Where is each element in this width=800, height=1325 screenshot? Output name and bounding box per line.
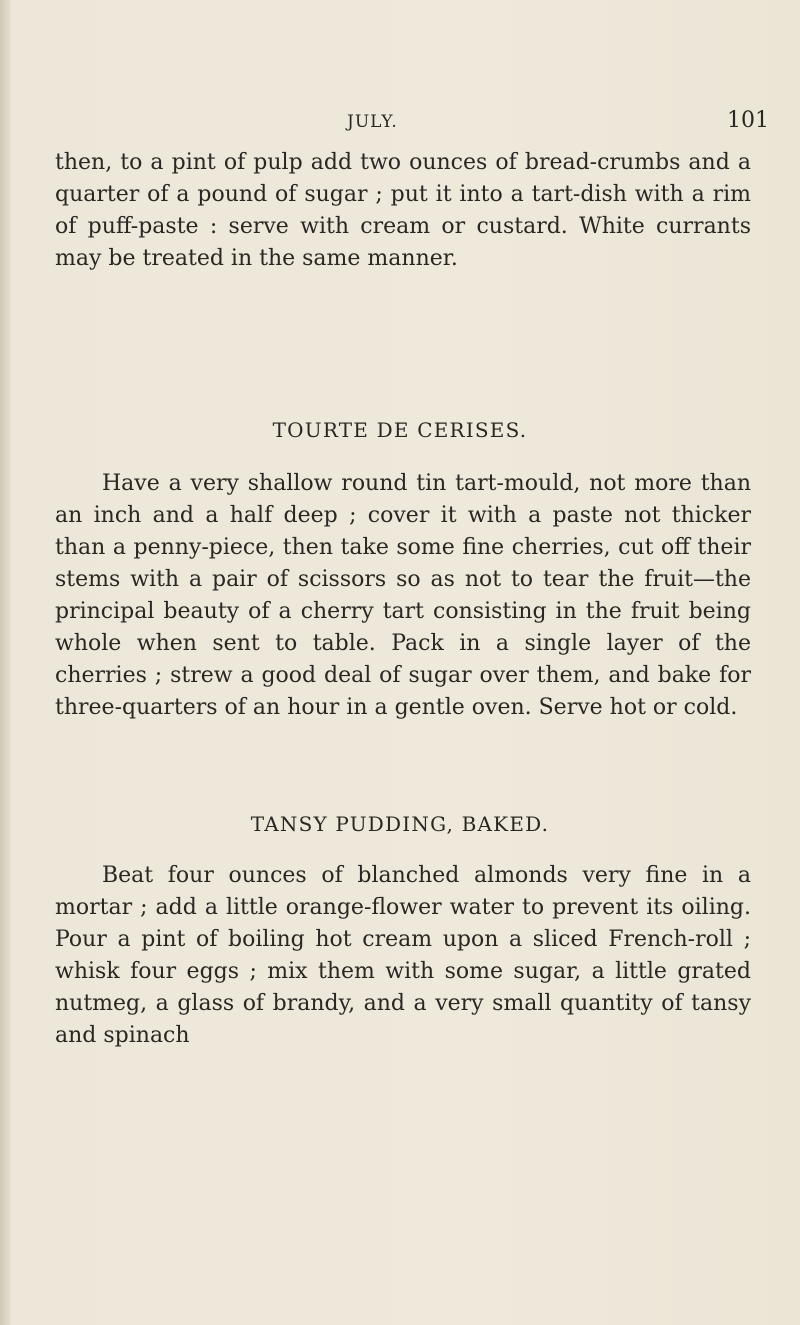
paragraph-tourte-de-cerises: Have a very shallow round tin tart-mould, not more than an inch and a half deep ; cover it with a paste not thicker than a penny-piece, then take some fine cherries, cut off their stems with a pair of scissors so as not to tear the fruit—the principal beauty of a cherry tart consisting in the fruit being whole when sent to table. Pack in a single layer of the cherries ; strew a good deal of sugar over them, and bake for three-quarters of an hour in a gentle oven. Serve hot or cold. (55, 471, 751, 720)
recipe-heading-tourte-de-cerises: TOURTE DE CERISES. (272, 418, 528, 442)
paragraph-continuation: then, to a pint of pulp add two ounces of bread-crumbs and a quarter of a pound of sugar ; put it into a tart-dish with a rim of puff-paste : serve with cream or custard. White currants may be treated in the same manner. (55, 150, 751, 271)
paragraph-tansy-pudding: Beat four ounces of blanched almonds very fine in a mortar ; add a little orange-flower water to prevent its oiling. Pour a pint of boiling hot cream upon a sliced French-roll ; whisk four eggs ; mix them with some sugar, a little grated nutmeg, a glass of brandy, and a very small quantity of tansy and spinach (55, 863, 751, 1048)
page-header (0, 108, 800, 142)
page-number: 101 (727, 108, 769, 133)
page-gutter (0, 0, 10, 1325)
recipe-heading-tansy-pudding: TANSY PUDDING, BAKED. (250, 812, 550, 836)
running-head: JULY. (347, 112, 398, 132)
